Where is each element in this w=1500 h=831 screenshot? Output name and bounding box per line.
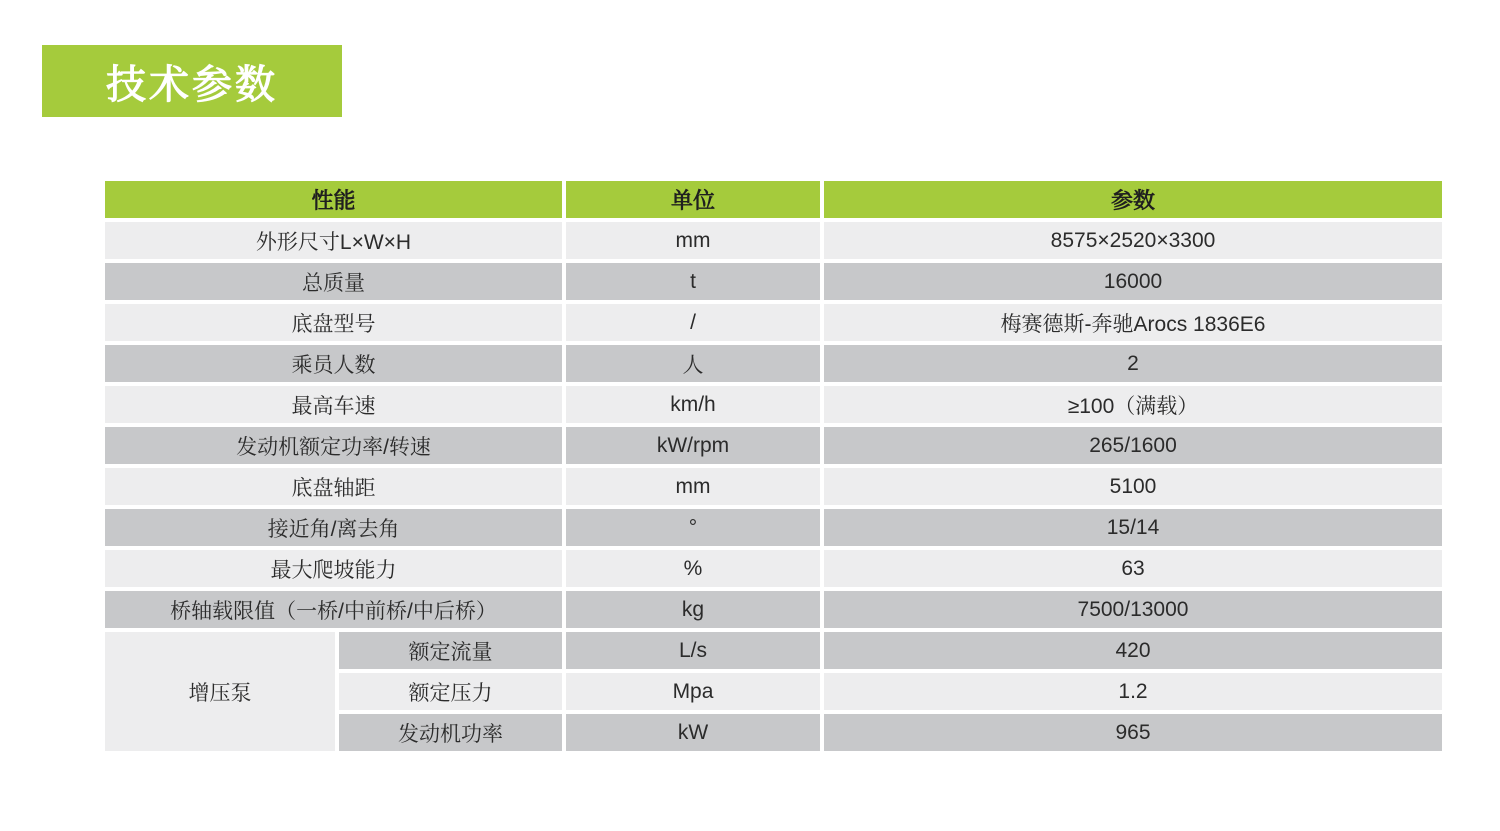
spec-unit-cell: °	[566, 509, 820, 546]
table-header-row	[105, 181, 1442, 218]
spec-value-cell: 265/1600	[824, 427, 1442, 464]
spec-name-cell: 额定压力	[339, 673, 562, 710]
spec-value-cell: 梅赛德斯-奔驰Arocs 1836E6	[824, 304, 1442, 341]
section-title-badge	[42, 45, 342, 117]
spec-unit-cell: kg	[566, 591, 820, 628]
spec-unit-cell: kW/rpm	[566, 427, 820, 464]
spec-name-cell: 总质量	[105, 263, 562, 300]
column-header-unit: 单位	[566, 181, 820, 218]
table-row	[105, 263, 1442, 300]
spec-name-cell: 乘员人数	[105, 345, 562, 382]
spec-name-cell: 底盘型号	[105, 304, 562, 341]
spec-value-cell: 1.2	[824, 673, 1442, 710]
spec-name-cell: 最高车速	[105, 386, 562, 423]
spec-value-cell: 2	[824, 345, 1442, 382]
table-row	[105, 386, 1442, 423]
table-row	[105, 468, 1442, 505]
table-row	[105, 550, 1442, 587]
spec-unit-cell: Mpa	[566, 673, 820, 710]
spec-unit-cell: L/s	[566, 632, 820, 669]
spec-value-cell: 8575×2520×3300	[824, 222, 1442, 259]
spec-name-cell: 接近角/离去角	[105, 509, 562, 546]
column-header-performance: 性能	[105, 181, 562, 218]
spec-name-cell: 最大爬坡能力	[105, 550, 562, 587]
spec-unit-cell: t	[566, 263, 820, 300]
table-row	[105, 222, 1442, 259]
column-header-parameter: 参数	[824, 181, 1442, 218]
spec-name-cell: 发动机功率	[339, 714, 562, 751]
spec-value-cell: ≥100（满载）	[824, 386, 1442, 423]
spec-value-cell: 15/14	[824, 509, 1442, 546]
spec-unit-cell: mm	[566, 222, 820, 259]
spec-name-cell: 外形尺寸L×W×H	[105, 222, 562, 259]
spec-name-cell: 发动机额定功率/转速	[105, 427, 562, 464]
section-title: 技术参数	[106, 62, 278, 107]
spec-value-cell: 16000	[824, 263, 1442, 300]
spec-value-cell: 965	[824, 714, 1442, 751]
spec-name-cell: 桥轴载限值（一桥/中前桥/中后桥）	[105, 591, 562, 628]
table-row	[105, 304, 1442, 341]
spec-value-cell: 420	[824, 632, 1442, 669]
spec-name-cell: 底盘轴距	[105, 468, 562, 505]
table-row	[105, 591, 1442, 628]
spec-unit-cell: mm	[566, 468, 820, 505]
spec-table	[101, 177, 1446, 755]
spec-unit-cell: 人	[566, 345, 820, 382]
spec-value-cell: 7500/13000	[824, 591, 1442, 628]
table-row	[105, 509, 1442, 546]
table-row	[105, 345, 1442, 382]
spec-unit-cell: km/h	[566, 386, 820, 423]
spec-unit-cell: /	[566, 304, 820, 341]
group-label-cell: 增压泵	[105, 632, 335, 751]
spec-value-cell: 5100	[824, 468, 1442, 505]
table-row	[105, 427, 1442, 464]
spec-unit-cell: kW	[566, 714, 820, 751]
table-row	[105, 632, 1442, 669]
spec-value-cell: 63	[824, 550, 1442, 587]
spec-unit-cell: %	[566, 550, 820, 587]
spec-name-cell: 额定流量	[339, 632, 562, 669]
